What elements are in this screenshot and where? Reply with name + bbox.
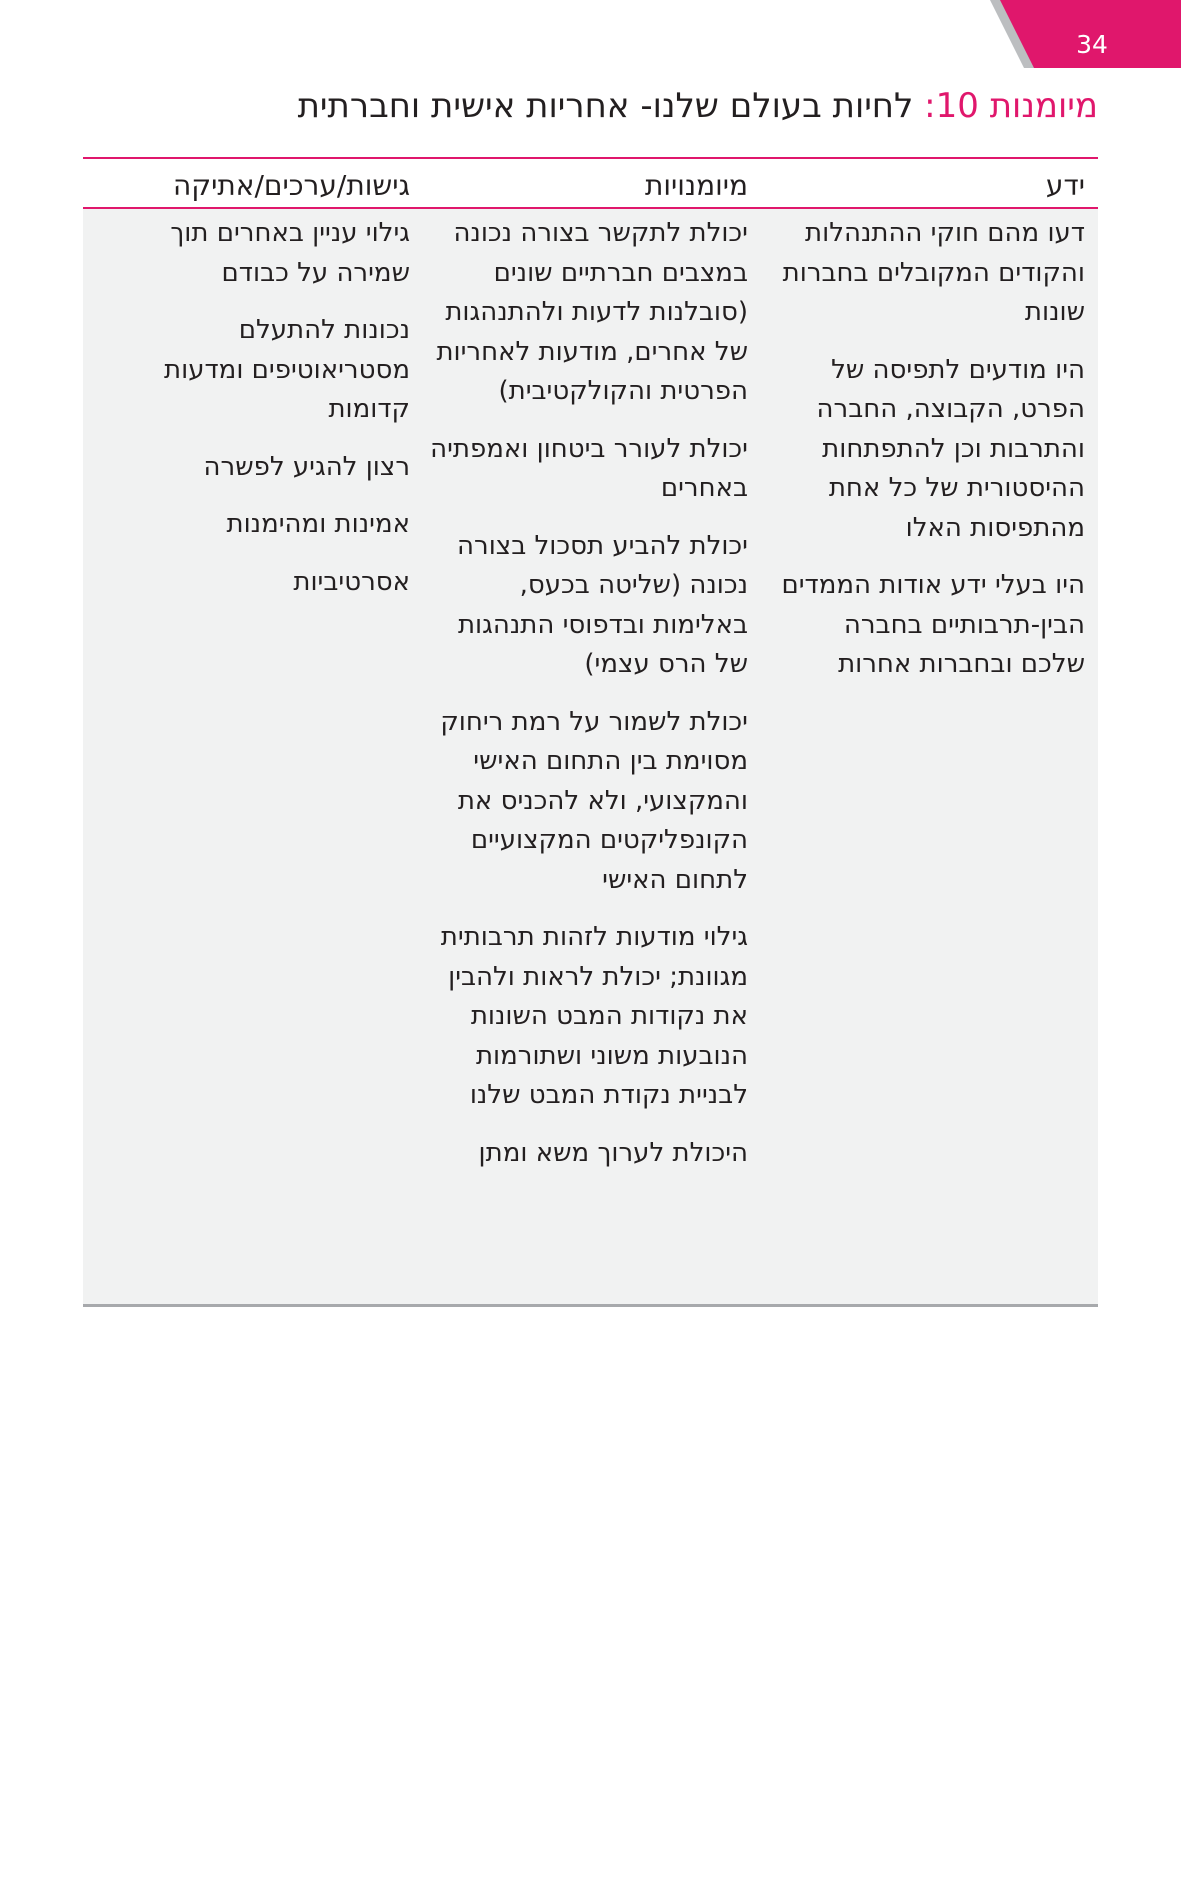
column-header-skills: מיומנויות [644, 169, 748, 202]
skills-item: יכולת לעורר ביטחון ואמפתיה באחרים [430, 433, 748, 503]
attitudes-item: גילוי עניין באחרים תוך שמירה על כבודם [170, 218, 410, 288]
column-attitudes [150, 214, 410, 620]
attitudes-item: אסרטיביות [293, 566, 410, 597]
skills-item: יכולת להביע תסכול בצורה נכונה (שליטה בכעס, באלימות ובדפוסי התנהגות של הרס עצמי) [457, 530, 748, 679]
table-bottom-rule [83, 1304, 1098, 1307]
page-number: 34 [1076, 30, 1108, 59]
skills-item: גילוי מודעות לזהות תרבותית מגוונת; יכולת לראות ולהבין את נקודות המבט השונות הנובעות משוני ושתורמות לבניית נקודת המבט שלנו [440, 922, 748, 1110]
column-skills [430, 214, 748, 1191]
knowledge-item: היו מודעים לתפיסה של הפרט, הקבוצה, החברה והתרבות וכן להתפתחות ההיסטורית של כל אחת מהתפיסות האלו [816, 354, 1085, 543]
column-header-attitudes: גישות/ערכים/אתיקה [172, 169, 410, 202]
page-title [83, 80, 1098, 132]
column-header-knowledge: ידע [1045, 169, 1085, 202]
skills-item: היכולת לערוך משא ומתן [478, 1137, 748, 1168]
table-top-rule [83, 157, 1098, 159]
attitudes-item: רצון להגיע לפשרה [203, 451, 410, 482]
column-knowledge [775, 214, 1085, 703]
page-title-main: לחיות בעולם שלנו- אחריות אישית וחברתית [297, 86, 914, 126]
skills-item: יכולת לשמור על רמת ריחוק מסוימת בין התחום האישי והמקצועי, ולא להכניס את הקונפליקטים המקצועיים לתחום האישי [440, 706, 748, 895]
knowledge-item: דעו מהם חוקי ההתנהלות והקודים המקובלים בחברות שונות [782, 218, 1085, 327]
knowledge-item: היו בעלי ידע אודות הממדים הבין-תרבותיים בחברה שלכם ובחברות אחרות [781, 570, 1085, 679]
attitudes-item: נכונות להתעלם מסטריאוטיפים ומדעות קדומות [164, 315, 410, 424]
attitudes-item: אמינות ומהימנות [226, 509, 410, 539]
skills-item: יכולת לתקשר בצורה נכונה במצבים חברתיים שונים (סובלנות לדעות ולהתנהגות של אחרים, מודעות לאחריות הפרטית והקולקטיבית) [436, 218, 748, 406]
page-title-prefix: מיומנות 10: [924, 86, 1098, 126]
